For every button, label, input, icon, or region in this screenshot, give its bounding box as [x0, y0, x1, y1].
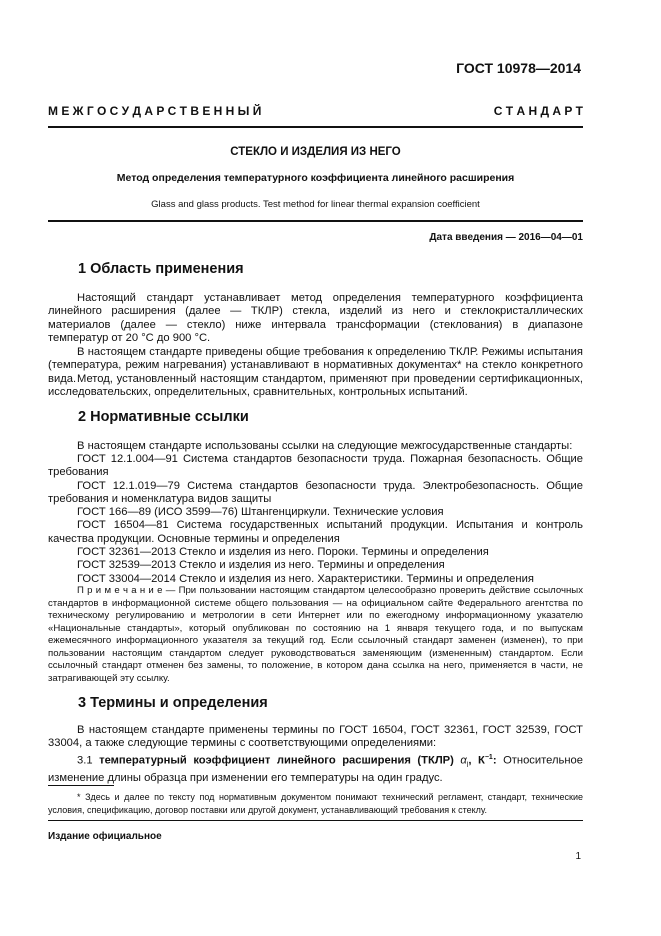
- term-unit-superscript: −1: [484, 754, 493, 761]
- title-divider: [48, 220, 583, 222]
- banner-word-interstate: М Е Ж Г О С У Д А Р С Т В Е Н Н Ы Й: [48, 104, 262, 118]
- section-1-heading: 1 Область применения: [78, 261, 244, 277]
- section-2-heading: 2 Нормативные ссылки: [78, 409, 249, 425]
- introduction-date: Дата введения — 2016—04—01: [429, 232, 583, 243]
- term-definition: Относительное изменение длины образца при изменении его температуры на один градус.: [48, 754, 583, 785]
- section-3-intro: В настоящем стандарте применены термины по ГОСТ 16504, ГОСТ 32361, ГОСТ 32539, ГОСТ 33004, а также следующие термины с соответствующими определениями:: [48, 724, 583, 750]
- term-symbol: α: [453, 754, 467, 767]
- footnote-divider: [48, 785, 114, 786]
- section-1-paragraph-2: В настоящем стандарте приведены общие требования к определению ТКЛР. Режимы испытания (температура, режим нагревания) устанавливают в нормативных документах* на стекло конкретного вида.: [48, 346, 583, 385]
- section-2-intro: В настоящем стандарте использованы ссылки на следующие межгосударственные стандарты:: [77, 440, 573, 452]
- term-name: температурный коэффициент линейного расширения (ТКЛР): [99, 754, 454, 767]
- interstate-standard-banner: [48, 104, 583, 118]
- section-1-paragraph-3: Метод, установленный настоящим стандартом, применяют при проведении сертификационных, исследовательских, определительных, сравнительных, контрольных испытаний.: [48, 373, 583, 399]
- section-2-note: П р и м е ч а н и е — При пользовании настоящим стандартом целесообразно проверить действие ссылочных стандартов в информационной системе общего пользования — на официальном сайте Федерального агентства по техническому регулированию и метрологии в сети Интернет или по ежегодному информационному указателю «Национальные стандарты», который опубликован по состоянию на 1 января текущего года, и по выпускам ежемесячного информационного указателя за текущий год. Если ссылочный стандарт заменен (изменен), то при пользовании настоящим стандартом следует руководствоваться заменяющим (измененным) стандартом. Если ссылочный стандарт отменен без замены, то положение, в котором дана ссылка на него, применяется в части, не затрагивающей эту ссылку.: [48, 585, 583, 684]
- header-divider: [48, 126, 583, 128]
- footnote: * Здесь и далее по тексту под нормативным документом понимают технический регламент, стандарт, технические условия, спецификацию, договор поставки или другой документ, устанавливающий требования к стеклу.: [48, 792, 583, 815]
- reference-item: ГОСТ 32361—2013 Стекло и изделия из него. Пороки. Термины и определения: [77, 546, 489, 559]
- page-number: 1: [575, 851, 581, 862]
- official-edition-label: Издание официальное: [48, 831, 162, 842]
- english-title: Glass and glass products. Test method for linear thermal expansion coefficient: [151, 199, 480, 210]
- document-subtitle: Метод определения температурного коэффициента линейного расширения: [116, 172, 515, 184]
- term-number: 3.1: [77, 754, 100, 767]
- term-3-1: [48, 751, 583, 786]
- normative-references-list: [48, 453, 583, 586]
- term-colon: :: [492, 754, 497, 767]
- section-1-paragraph-1: Настоящий стандарт устанавливает метод определения температурного коэффициента линейного расширения (далее — ТКЛР) стекла, изделий из него и стеклокристаллических материалов (далее — стекло) ниже интервала трансформации (стеклования) в диапазоне температур от 20 °С до 900 °С.: [48, 292, 583, 344]
- document-title: СТЕКЛО И ИЗДЕЛИЯ ИЗ НЕГО: [230, 146, 401, 158]
- reference-item: ГОСТ 33004—2014 Стекло и изделия из него. Характеристики. Термины и определения: [77, 572, 534, 585]
- reference-item: ГОСТ 12.1.004—91 Система стандартов безопасности труда. Пожарная безопасность. Общие требования: [48, 453, 583, 479]
- reference-item: ГОСТ 16504—81 Система государственных испытаний продукции. Испытания и контроль качества продукции. Основные термины и определения: [48, 519, 583, 545]
- reference-item: ГОСТ 12.1.019—79 Система стандартов безопасности труда. Электробезопасность. Общие требования и номенклатура видов защиты: [48, 479, 583, 505]
- term-symbol-subscript: l: [466, 761, 469, 769]
- section-3-heading: 3 Термины и определения: [78, 695, 268, 711]
- reference-item: ГОСТ 166—89 (ИСО 3599—76) Штангенциркули. Технические условия: [77, 506, 444, 519]
- reference-item: ГОСТ 32539—2013 Стекло и изделия из него. Термины и определения: [77, 559, 445, 572]
- banner-word-standard: С Т А Н Д А Р Т: [493, 104, 583, 118]
- term-unit: , К: [468, 754, 485, 767]
- standard-code: ГОСТ 10978—2014: [456, 60, 581, 76]
- footer-divider: [48, 820, 583, 821]
